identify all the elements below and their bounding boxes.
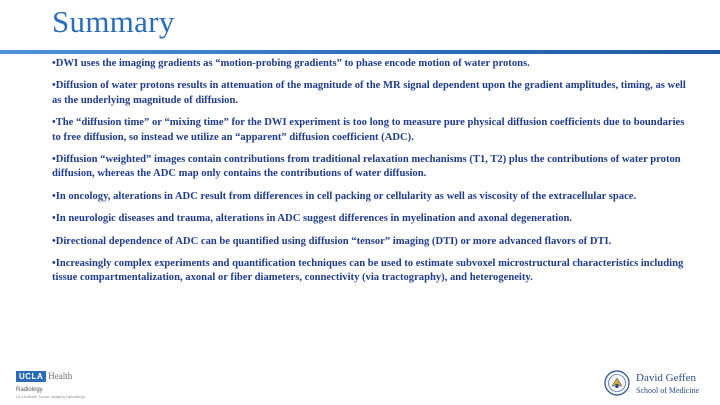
school-seal-icon bbox=[604, 370, 630, 396]
slide-title: Summary bbox=[52, 4, 175, 39]
bullet-item: •In neurologic diseases and trauma, alterations in ADC suggest differences in myelination and axonal degeneration. bbox=[52, 213, 573, 225]
school-of-medicine-label: School of Medicine bbox=[636, 386, 700, 395]
bullet-item: •In oncology, alterations in ADC result from differences in cell packing or cellularity as well as viscosity of the extracellular space. bbox=[52, 190, 637, 202]
david-geffen-name: David Geffen bbox=[636, 372, 696, 384]
health-wordmark: Health bbox=[48, 371, 73, 381]
title-divider bbox=[0, 50, 720, 54]
bullet-item: •Diffusion of water protons results in attenuation of the magnitude of the MR signal dependent upon the gradient amplitudes, timing, as well as the underlying magnitude of diffusion. bbox=[52, 80, 686, 106]
david-geffen-logo bbox=[604, 370, 714, 402]
bullet-item: •DWI uses the imaging gradients as “motion-probing gradients” to phase encode motion of water protons. bbox=[52, 58, 530, 69]
summary-bullet-list bbox=[52, 57, 692, 294]
bullet-item: •The “diffusion time” or “mixing time” for the DWI experiment is too long to measure pure physical diffusion coefficients due to boundaries to free diffusion, so instead we utilize an “apparent” diffusion coefficient (ADC). bbox=[52, 117, 685, 143]
bullet-item: •Increasingly complex experiments and quantification techniques can be used to estimate subvoxel microstructural characteristics including tissue compartmentalization, axonal or fiber diameters, connectivity (via tractography), and heterogeneity. bbox=[52, 258, 684, 284]
radiology-label: Radiology bbox=[16, 387, 43, 393]
lab-subline: UCLA Brain Tumor Imaging Laboratory bbox=[16, 394, 85, 399]
ucla-health-radiology-logo bbox=[16, 366, 126, 400]
ucla-brand-mark: UCLA bbox=[16, 371, 46, 382]
bullet-item: •Directional dependence of ADC can be quantified using diffusion “tensor” imaging (DTI) or more advanced flavors of DTI. bbox=[52, 235, 612, 247]
bullet-item: •Diffusion “weighted” images contain contributions from traditional relaxation mechanisms (T1, T2) plus the contributions of water proton diffusion, whereas the ADC map only contains the contributions of water diffusion. bbox=[52, 154, 681, 180]
